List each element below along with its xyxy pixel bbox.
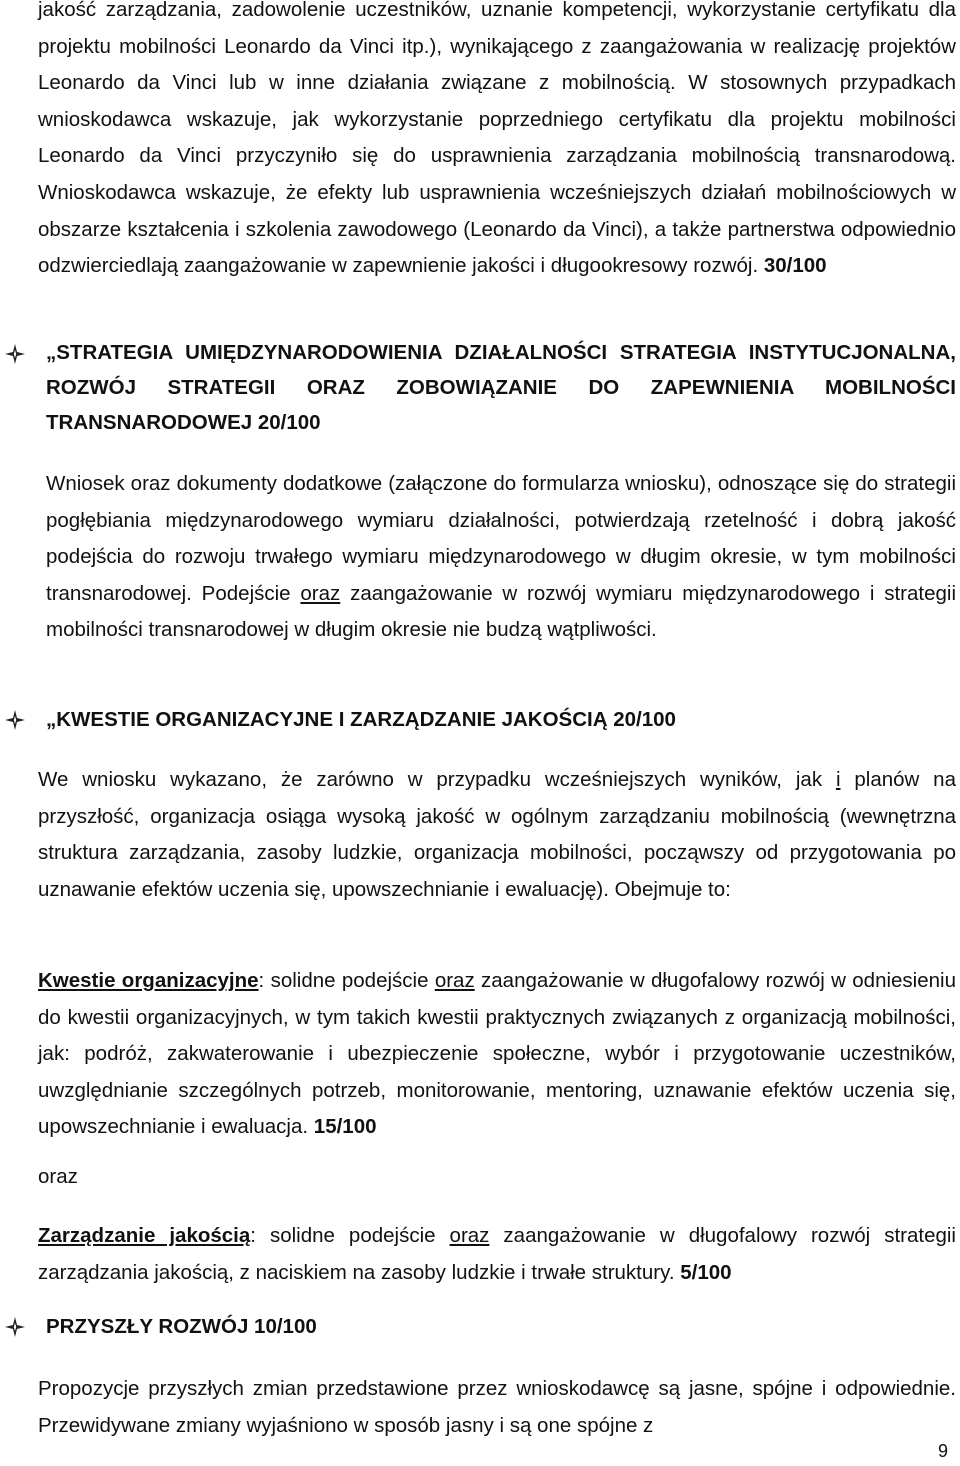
- connector-text: oraz: [38, 1165, 78, 1188]
- future-heading: PRZYSZŁY ROZWÓJ 10/100: [46, 1315, 317, 1338]
- quality-management-underlined: oraz: [449, 1224, 490, 1247]
- organization-intro-part1: We wniosku wykazano, że zarówno w przypadku wcześniejszych wyników, jak: [38, 768, 836, 791]
- strategy-text-part2: zaangażowanie w rozwój wymiaru międzynarodowego i strategii mobilności transnarodowej w długim okresie nie budzą wątpliwości.: [46, 581, 956, 642]
- organization-intro-underlined: i: [835, 768, 841, 791]
- quality-management-part2: zaangażowanie w długofalowy rozwój strategii zarządzania jakością, z naciskiem na zasoby ludzkie i trwałe struktury.: [38, 1224, 956, 1284]
- organizational-issues-label: Kwestie organizacyjne: [38, 969, 259, 992]
- organizational-issues-underlined: oraz: [434, 969, 475, 992]
- strategy-paragraph: [46, 466, 956, 649]
- organizational-issues-colon: :: [258, 969, 265, 992]
- future-paragraph: Propozycje przyszłych zmian przedstawione przez wnioskodawcę są jasne, spójne i odpowiednie. Przewidywane zmiany wyjaśniono w sposób jasny i są one spójne z: [38, 1377, 956, 1437]
- diamond-star-bullet-icon: [4, 343, 26, 365]
- organizational-issues-score: 15/100: [313, 1115, 377, 1139]
- organizational-issues-part2: zaangażowanie w długofalowy rozwój w odniesieniu do kwestii organizacyjnych, w tym takich kwestii praktycznych związanych z organizacją mobilności, jak: podróż, zakwaterowanie i ubezpieczenie społeczne, wybór i przygotowanie uczestników, uwzględnianie szczególnych potrzeb, monitorowanie, mentoring, uznawanie efektów uczenia się, upowszechnianie i ewaluacja.: [38, 969, 956, 1139]
- intro-paragraph: [38, 0, 956, 285]
- organizational-issues-paragraph: [38, 963, 956, 1146]
- organizational-issues-part1: solidne podejście: [264, 969, 435, 992]
- diamond-star-bullet-icon: [4, 709, 26, 731]
- intro-text: jakość zarządzania, zadowolenie uczestników, uznanie kompetencji, wykorzystanie certyfikatu dla projektu mobilności Leonardo da Vinci itp.), wynikającego z zaangażowania w realizację projektów Leonardo da Vinci lub w inne działania związane z mobilnością. W stosownych przypadkach wnioskodawca wskazuje, jak wykorzystanie poprzedniego certyfikatu dla projektu mobilności Leonardo da Vinci przyczyniło się do usprawnienia zarządzania mobilnością transnarodową. Wnioskodawca wskazuje, że efekty lub usprawnienia wcześniejszych działań mobilnościowych w obszarze kształcenia i szkolenia zawodowego (Leonardo da Vinci), a także partnerstwa odpowiednio odzwierciedlają zaangażowanie w zapewnienie jakości i długookresowy rozwój.: [38, 0, 956, 278]
- quality-management-score: 5/100: [680, 1260, 732, 1284]
- organization-heading: „KWESTIE ORGANIZACYJNE I ZARZĄDZANIE JAKOŚCIĄ 20/100: [46, 708, 676, 731]
- quality-management-label: Zarządzanie jakością: [38, 1224, 251, 1247]
- strategy-text-part1: Wniosek oraz dokumenty dodatkowe (załączone do formularza wniosku), odnoszące się do strategii pogłębiania międzynarodowego wymiaru działalności, potwierdzają rzetelność i dobrą jakość podejścia do rozwoju trwałego wymiaru międzynarodowego w długim okresie, w tym mobilności transnarodowej. Podejście: [46, 472, 956, 605]
- page-number: 9: [938, 1441, 949, 1461]
- strategy-heading: „STRATEGIA UMIĘDZYNARODOWIENIA DZIAŁALNOŚCI STRATEGIA INSTYTUCJONALNA, ROZWÓJ STRATEGII ORAZ ZOBOWIĄZANIE DO ZAPEWNIENIA MOBILNOŚCI TRANSNARODOWEJ 20/100: [46, 341, 956, 434]
- strategy-underlined-word: oraz: [300, 581, 341, 605]
- quality-management-part1: solidne podejście: [255, 1224, 450, 1247]
- quality-management-colon: :: [250, 1224, 256, 1247]
- quality-management-paragraph: [38, 1218, 956, 1291]
- organization-intro-part2: planów na przyszłość, organizacja osiąga wysoką jakość w ogólnym zarządzaniu mobilnością (wewnętrzna struktura zarządzania, zasoby ludzkie, organizacja mobilności, począwszy od przygotowania po uznawanie efektów uczenia się, upowszechnianie i ewaluację). Obejmuje to:: [38, 768, 956, 901]
- diamond-star-bullet-icon: [4, 1316, 26, 1338]
- intro-score: 30/100: [763, 254, 827, 278]
- organization-intro-paragraph: [38, 762, 956, 908]
